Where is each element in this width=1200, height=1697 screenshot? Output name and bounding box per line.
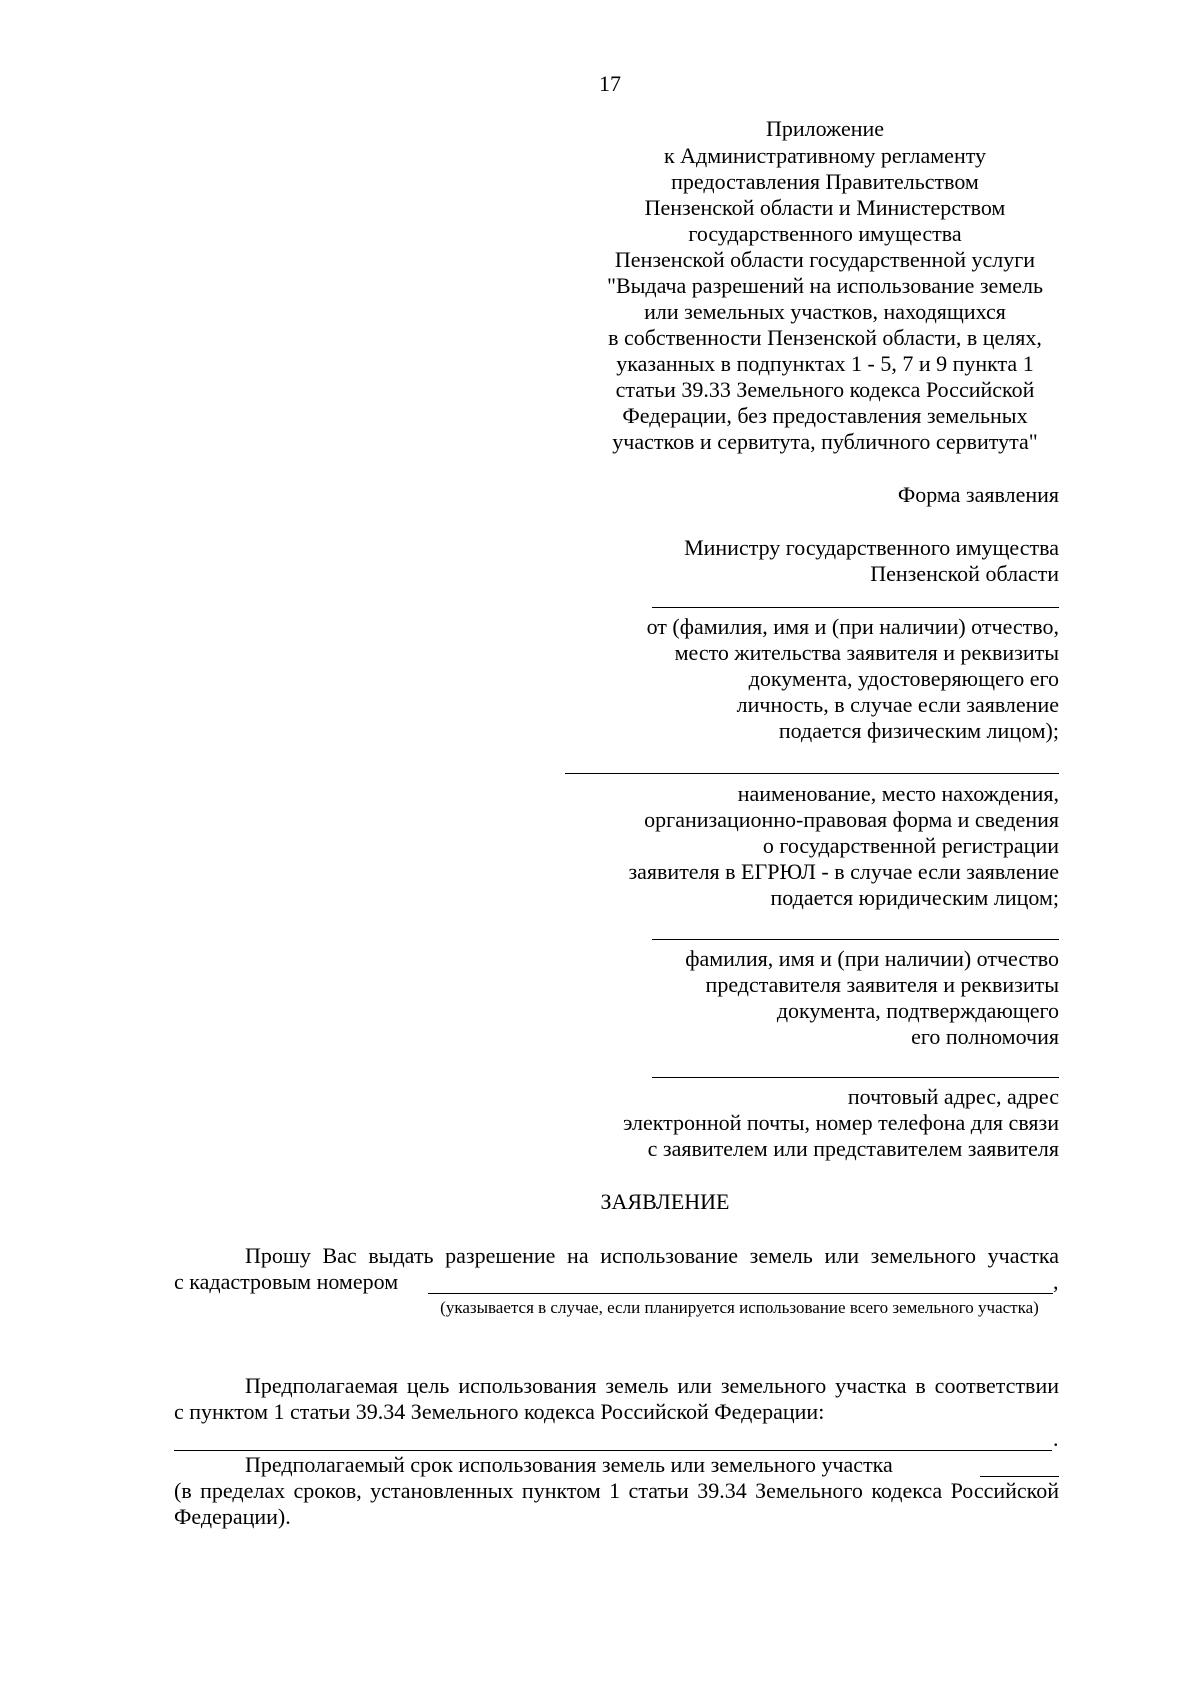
applicant-caption-line: почтовый адрес, адрес [847,1084,1059,1109]
annex-line: статьи 39.33 Земельного кодекса Российской [615,377,1035,402]
applicant-caption-line: от (фамилия, имя и (при наличии) отчество, [646,614,1059,639]
annex-line: Приложение [765,116,885,141]
annex-line: предоставления Правительством [671,169,979,194]
body-paragraph-line: Предполагаемая цель использования земель или земельного участка в соответствии [245,1373,1059,1398]
applicant-caption-line: личность, в случае если заявление [736,692,1059,717]
blank-line[interactable] [652,939,1059,940]
applicant-caption-line: наименование, место нахождения, [737,781,1059,806]
blank-line[interactable] [565,773,1059,774]
body-paragraph-line: Федерации). [174,1504,291,1529]
applicant-caption-line: подается юридическим лицом; [770,885,1059,910]
body-paragraph-line: Предполагаемый срок использования земель или земельного участка [245,1452,893,1477]
applicant-caption-line: подается физическим лицом); [778,718,1059,743]
addressee-line: Министру государственного имущества [684,535,1059,560]
cadastral-number-field[interactable] [428,1293,1053,1294]
applicant-caption-line: о государственной регистрации [762,833,1059,858]
applicant-caption-line: заявителя в ЕГРЮЛ - в случае если заявление [628,859,1059,884]
annex-line: Пензенской области и Министерством [644,195,1006,220]
body-paragraph-line: с кадастровым номером [174,1269,399,1294]
body-paragraph-line: (в пределах сроков, установленных пунктом 1 статьи 39.34 Земельного кодекса Российской [174,1478,1059,1503]
cadastral-note: (указывается в случае, если планируется использование всего земельного участка) [440,1298,1039,1317]
applicant-caption-line: электронной почты, номер телефона для связи [622,1110,1059,1135]
annex-line: участков и сервитута, публичного сервитута" [612,429,1038,454]
page-number: 17 [599,71,621,96]
comma: , [1053,1269,1059,1294]
applicant-caption-line: представителя заявителя и реквизиты [705,972,1059,997]
period: . [1053,1426,1059,1451]
addressee-line: Пензенской области [870,561,1059,586]
annex-line: государственного имущества [688,221,962,246]
applicant-caption-line: документа, подтверждающего [776,998,1059,1023]
applicant-caption-line: организационно-правовая форма и сведения [644,807,1059,832]
blank-line[interactable] [652,607,1059,608]
blank-line[interactable] [652,1077,1059,1078]
form-title: Форма заявления [897,482,1059,507]
applicant-caption-line: документа, удостоверяющего его [748,666,1059,691]
annex-line: Пензенской области государственной услуги [614,247,1036,272]
annex-line: к Административному регламенту [663,143,987,168]
body-paragraph-line: с пунктом 1 статьи 39.34 Земельного кодекса Российской Федерации: [174,1399,825,1424]
annex-line: указанных в подпунктах 1 - 5, 7 и 9 пункта 1 [616,351,1034,376]
applicant-caption-line: место жительства заявителя и реквизиты [674,640,1059,665]
applicant-caption-line: его полномочия [911,1024,1059,1049]
body-paragraph-line: Прошу Вас выдать разрешение на использование земель или земельного участка [245,1243,1059,1268]
annex-line: в собственности Пензенской области, в целях, [608,325,1042,350]
applicant-caption-line: фамилия, имя и (при наличии) отчество [685,946,1059,971]
annex-line: "Выдача разрешений на использование земель [606,273,1044,298]
annex-line: Федерации, без предоставления земельных [622,403,1028,428]
statement-title: ЗАЯВЛЕНИЕ [600,1189,730,1214]
applicant-caption-line: с заявителем или представителем заявителя [647,1136,1059,1161]
annex-line: или земельных участков, находящихся [644,299,1006,324]
